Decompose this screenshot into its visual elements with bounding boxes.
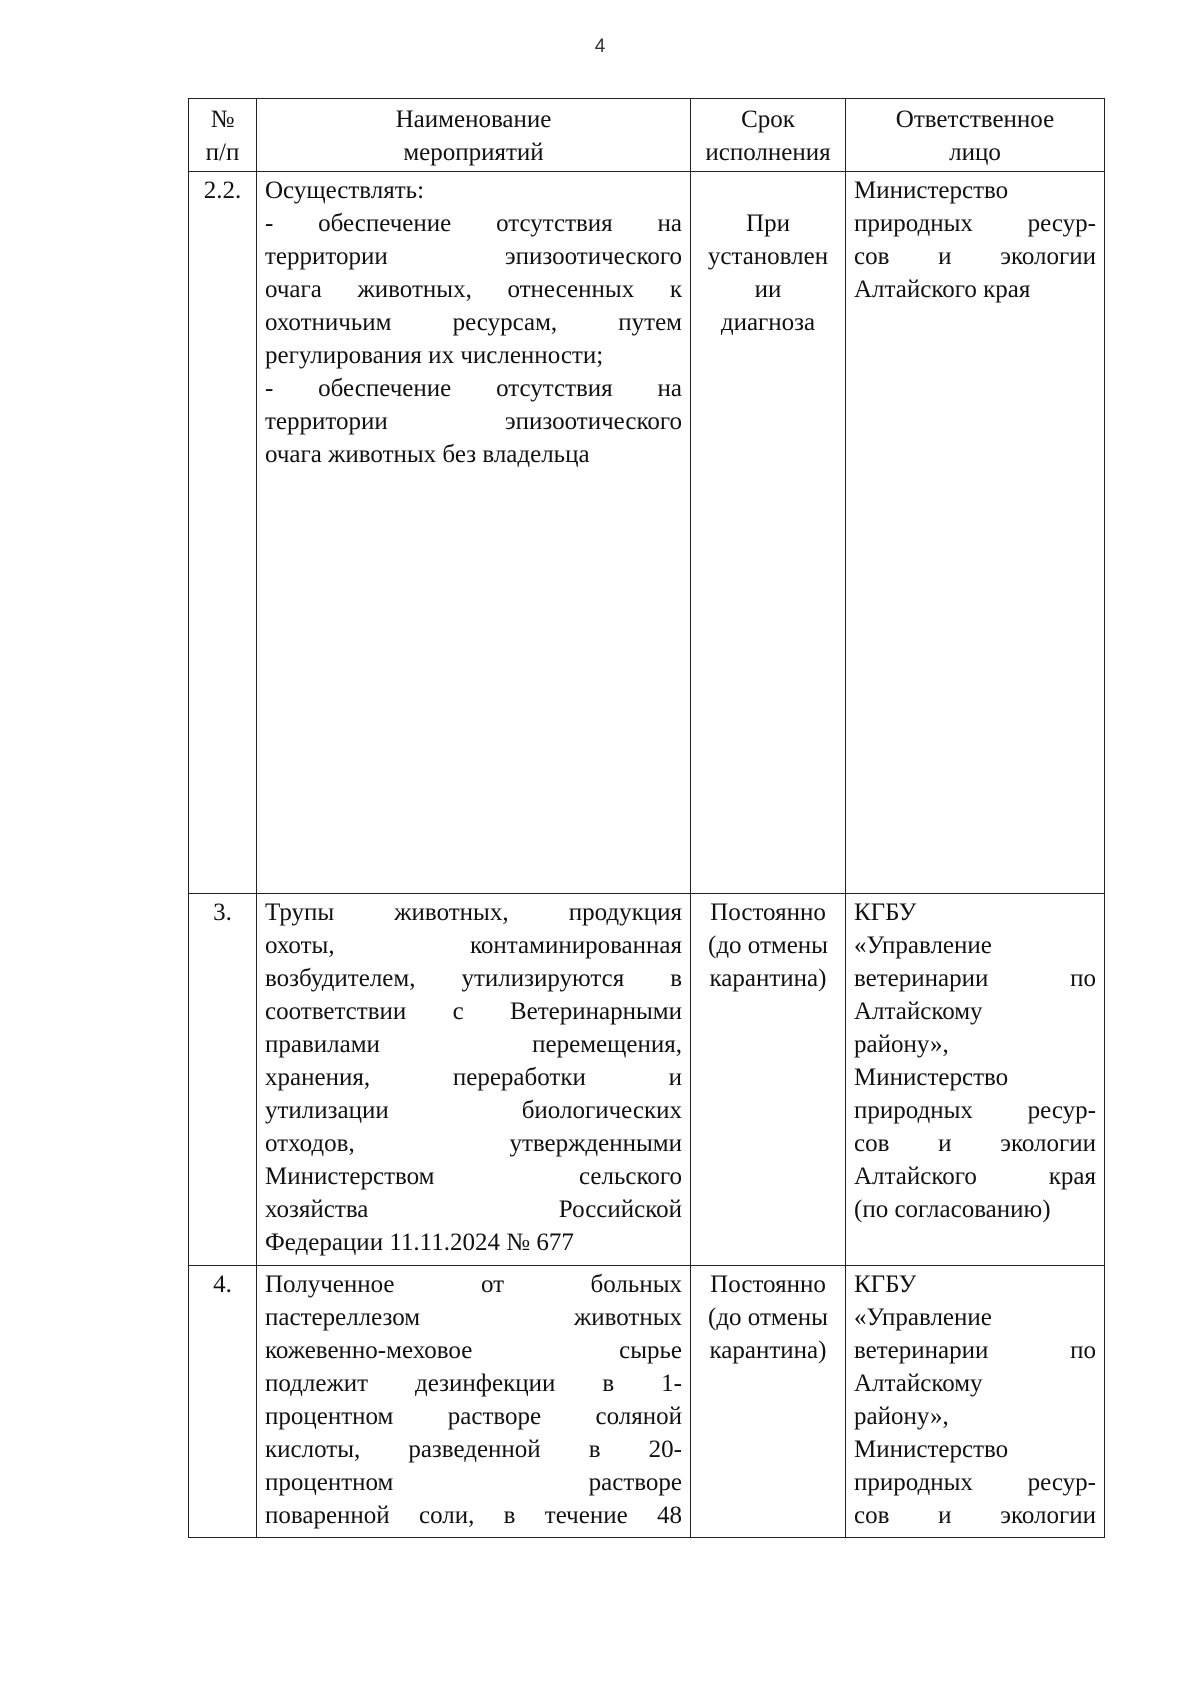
header-responsible: Ответственное лицо bbox=[846, 99, 1105, 172]
row-term-cell: Постоянно (до отмены карантина) bbox=[691, 1266, 846, 1538]
row-number: 4. bbox=[189, 1266, 257, 1538]
table-row bbox=[189, 172, 1105, 894]
page-number: 4 bbox=[594, 36, 606, 57]
row-name-cell: Осуществлять: - обеспечение отсутствия на территории эпизоотического очага животных, отнесенных к охотничьим ресурсам, путем регулирования их численности; - обеспечение отсутствия на территории эпизоотического очага животных без владельца bbox=[257, 172, 691, 894]
row-name-cell: Полученное от больных пастереллезом животных кожевенно-меховое сырье подлежит дезинфекции в 1- процентном растворе соляной кислоты, разведенной в 20- процентном растворе поваренной соли, в течение 48 bbox=[257, 1266, 691, 1538]
row-responsible-cell: КГБУ «Управление ветеринарии по Алтайскому району», Министерство природных ресур- сов и экологии Алтайского края (по согласованию) bbox=[846, 894, 1105, 1266]
row-term-cell: Постоянно (до отмены карантина) bbox=[691, 894, 846, 1266]
table-header-row bbox=[189, 99, 1105, 172]
measures-table bbox=[188, 98, 1105, 1538]
row-responsible-cell: Министерство природных ресур- сов и экологии Алтайского края bbox=[846, 172, 1105, 894]
header-name: Наименование мероприятий bbox=[257, 99, 691, 172]
row-responsible-cell: КГБУ «Управление ветеринарии по Алтайскому району», Министерство природных ресур- сов и экологии bbox=[846, 1266, 1105, 1538]
header-num: № п/п bbox=[189, 99, 257, 172]
row-number: 2.2. bbox=[189, 172, 257, 894]
header-term: Срок исполнения bbox=[691, 99, 846, 172]
row-term-cell: При установлен ии диагноза bbox=[691, 172, 846, 894]
row-number: 3. bbox=[189, 894, 257, 1266]
table-row bbox=[189, 1266, 1105, 1538]
table-row bbox=[189, 894, 1105, 1266]
row-name-cell: Трупы животных, продукция охоты, контаминированная возбудителем, утилизируются в соответствии с Ветеринарными правилами перемещения, хранения, переработки и утилизации биологических отходов, утвержденными Министерством сельского хозяйства Российской Федерации 11.11.2024 № 677 bbox=[257, 894, 691, 1266]
